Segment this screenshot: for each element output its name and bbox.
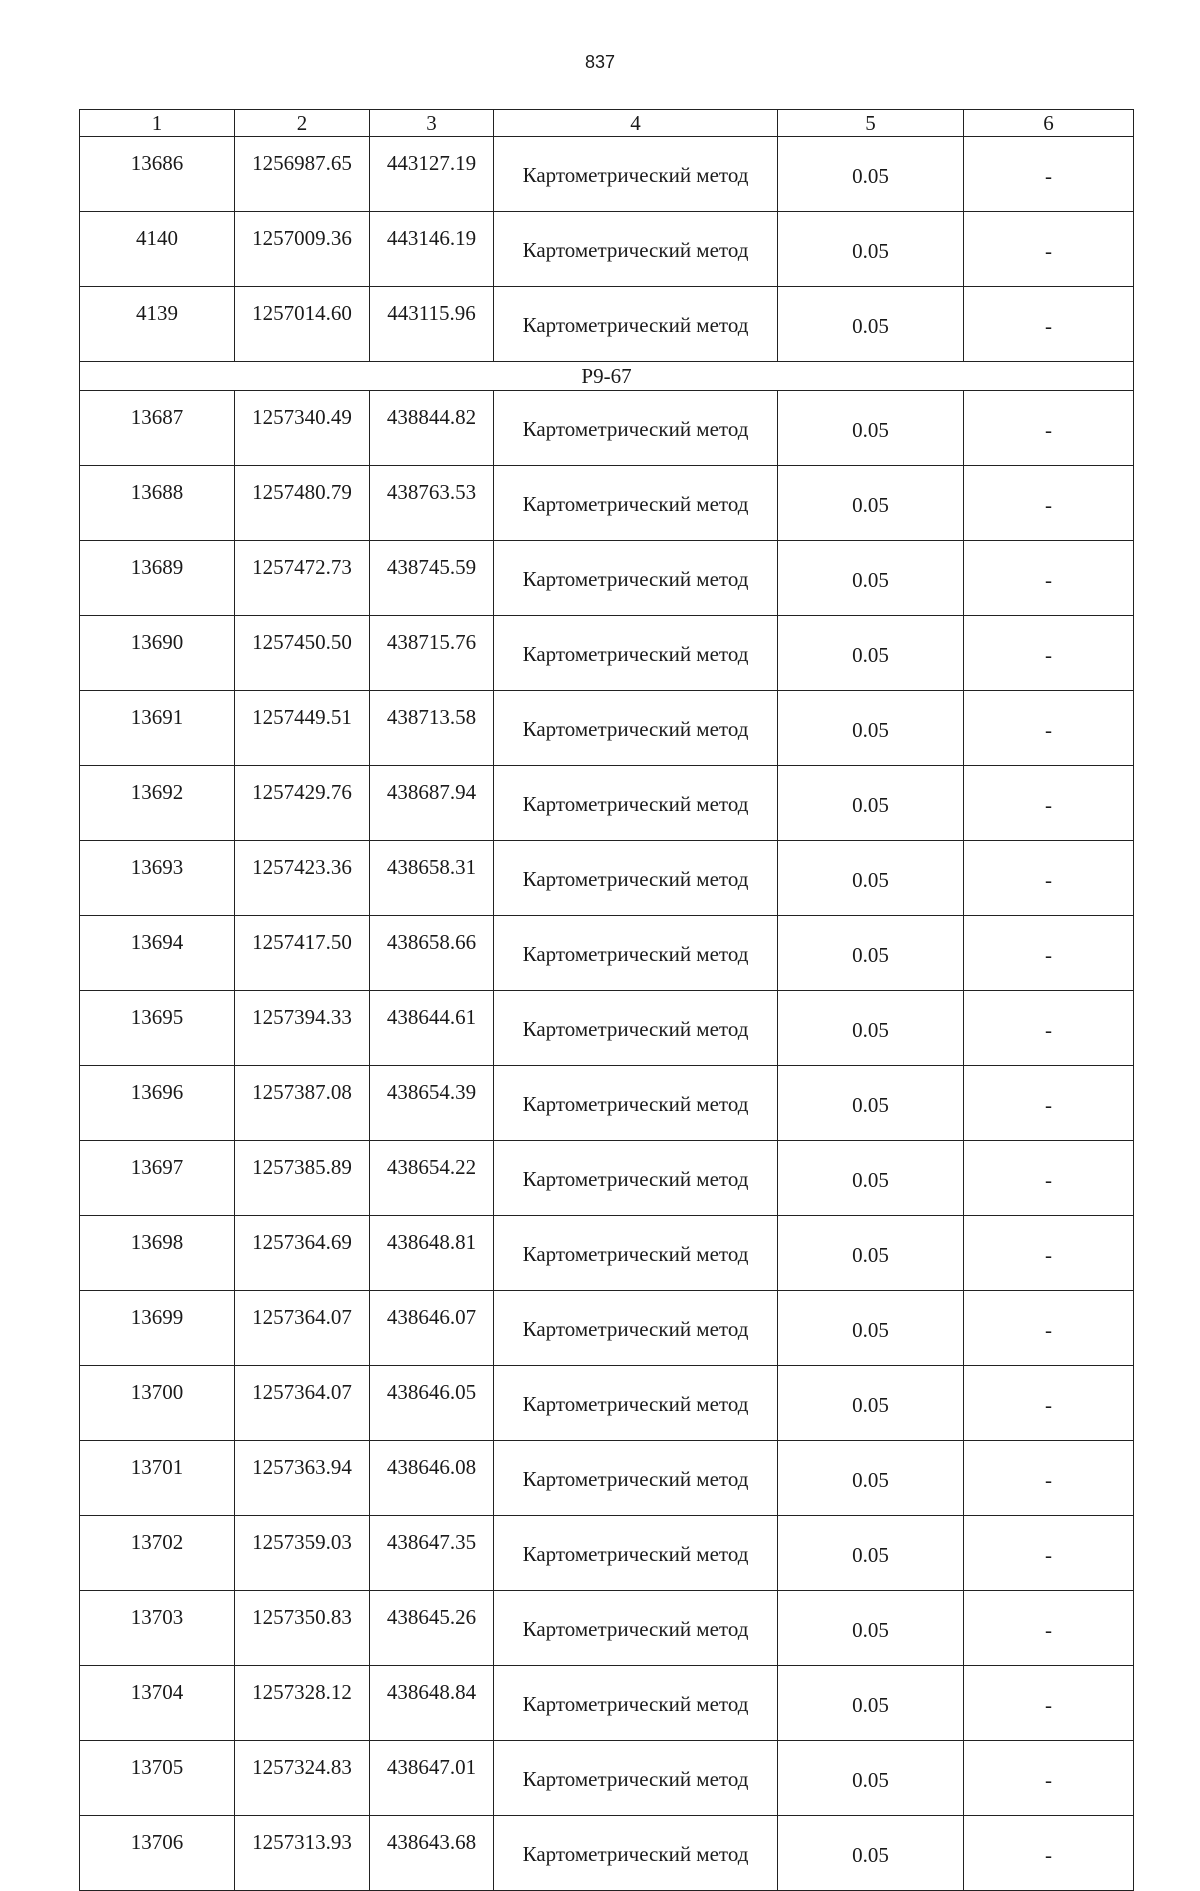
accuracy-cell: 0.05 [778,1141,964,1216]
point-number-cell: 4140 [80,212,235,287]
column-header: 6 [964,110,1134,137]
table-row [80,766,1134,841]
accuracy-cell: 0.05 [778,541,964,616]
method-cell: Картометрический метод [494,1366,778,1441]
note-cell: - [964,841,1134,916]
note-cell: - [964,1441,1134,1516]
y-coordinate-cell: 438646.05 [370,1366,494,1441]
y-coordinate-cell: 443115.96 [370,287,494,362]
point-number-cell: 13704 [80,1666,235,1741]
note-cell: - [964,287,1134,362]
table-row [80,466,1134,541]
accuracy-cell: 0.05 [778,691,964,766]
x-coordinate-cell: 1257328.12 [235,1666,370,1741]
column-header: 2 [235,110,370,137]
table-row [80,1666,1134,1741]
note-cell: - [964,916,1134,991]
method-cell: Картометрический метод [494,1816,778,1891]
point-number-cell: 13692 [80,766,235,841]
table-body [80,137,1134,1891]
method-cell: Картометрический метод [494,541,778,616]
note-cell: - [964,691,1134,766]
table-row [80,1066,1134,1141]
y-coordinate-cell: 443127.19 [370,137,494,212]
accuracy-cell: 0.05 [778,1741,964,1816]
x-coordinate-cell: 1257423.36 [235,841,370,916]
accuracy-cell: 0.05 [778,991,964,1066]
method-cell: Картометрический метод [494,916,778,991]
x-coordinate-cell: 1256987.65 [235,137,370,212]
note-cell: - [964,1141,1134,1216]
note-cell: - [964,1591,1134,1666]
x-coordinate-cell: 1257350.83 [235,1591,370,1666]
point-number-cell: 13694 [80,916,235,991]
table-row [80,1141,1134,1216]
page-number: 837 [584,52,616,72]
method-cell: Картометрический метод [494,1516,778,1591]
note-cell: - [964,1066,1134,1141]
accuracy-cell: 0.05 [778,1291,964,1366]
table-row [80,1216,1134,1291]
accuracy-cell: 0.05 [778,137,964,212]
point-number-cell: 13695 [80,991,235,1066]
y-coordinate-cell: 438844.82 [370,391,494,466]
accuracy-cell: 0.05 [778,1366,964,1441]
point-number-cell: 13687 [80,391,235,466]
y-coordinate-cell: 438647.35 [370,1516,494,1591]
x-coordinate-cell: 1257394.33 [235,991,370,1066]
method-cell: Картометрический метод [494,1216,778,1291]
accuracy-cell: 0.05 [778,391,964,466]
table-row [80,287,1134,362]
y-coordinate-cell: 438643.68 [370,1816,494,1891]
note-cell: - [964,766,1134,841]
y-coordinate-cell: 438687.94 [370,766,494,841]
table-row [80,1366,1134,1441]
y-coordinate-cell: 438763.53 [370,466,494,541]
x-coordinate-cell: 1257449.51 [235,691,370,766]
coordinates-table [79,109,1134,1891]
method-cell: Картометрический метод [494,1141,778,1216]
table-row [80,1591,1134,1666]
y-coordinate-cell: 438658.31 [370,841,494,916]
y-coordinate-cell: 438645.26 [370,1591,494,1666]
note-cell: - [964,466,1134,541]
accuracy-cell: 0.05 [778,1666,964,1741]
x-coordinate-cell: 1257009.36 [235,212,370,287]
accuracy-cell: 0.05 [778,916,964,991]
x-coordinate-cell: 1257324.83 [235,1741,370,1816]
table-header [80,110,1134,137]
y-coordinate-cell: 438654.22 [370,1141,494,1216]
method-cell: Картометрический метод [494,616,778,691]
x-coordinate-cell: 1257417.50 [235,916,370,991]
y-coordinate-cell: 438745.59 [370,541,494,616]
point-number-cell: 13705 [80,1741,235,1816]
column-header: 1 [80,110,235,137]
x-coordinate-cell: 1257385.89 [235,1141,370,1216]
method-cell: Картометрический метод [494,1066,778,1141]
section-row [80,362,1134,391]
note-cell: - [964,1666,1134,1741]
y-coordinate-cell: 438654.39 [370,1066,494,1141]
y-coordinate-cell: 438715.76 [370,616,494,691]
accuracy-cell: 0.05 [778,766,964,841]
accuracy-cell: 0.05 [778,1441,964,1516]
accuracy-cell: 0.05 [778,1066,964,1141]
x-coordinate-cell: 1257429.76 [235,766,370,841]
y-coordinate-cell: 438646.07 [370,1291,494,1366]
point-number-cell: 13686 [80,137,235,212]
note-cell: - [964,391,1134,466]
y-coordinate-cell: 438648.84 [370,1666,494,1741]
point-number-cell: 13702 [80,1516,235,1591]
y-coordinate-cell: 438647.01 [370,1741,494,1816]
x-coordinate-cell: 1257480.79 [235,466,370,541]
y-coordinate-cell: 438646.08 [370,1441,494,1516]
method-cell: Картометрический метод [494,137,778,212]
accuracy-cell: 0.05 [778,287,964,362]
point-number-cell: 13693 [80,841,235,916]
y-coordinate-cell: 438713.58 [370,691,494,766]
point-number-cell: 13690 [80,616,235,691]
point-number-cell: 13696 [80,1066,235,1141]
y-coordinate-cell: 438648.81 [370,1216,494,1291]
point-number-cell: 13689 [80,541,235,616]
method-cell: Картометрический метод [494,1441,778,1516]
table-row [80,212,1134,287]
method-cell: Картометрический метод [494,991,778,1066]
note-cell: - [964,212,1134,287]
accuracy-cell: 0.05 [778,212,964,287]
note-cell: - [964,1516,1134,1591]
table-row [80,616,1134,691]
table-row [80,1291,1134,1366]
method-cell: Картометрический метод [494,212,778,287]
x-coordinate-cell: 1257363.94 [235,1441,370,1516]
accuracy-cell: 0.05 [778,616,964,691]
table-row [80,1441,1134,1516]
column-header: 3 [370,110,494,137]
method-cell: Картометрический метод [494,1666,778,1741]
note-cell: - [964,991,1134,1066]
table-row [80,991,1134,1066]
method-cell: Картометрический метод [494,466,778,541]
x-coordinate-cell: 1257450.50 [235,616,370,691]
method-cell: Картометрический метод [494,391,778,466]
x-coordinate-cell: 1257364.69 [235,1216,370,1291]
header-row [80,110,1134,137]
x-coordinate-cell: 1257340.49 [235,391,370,466]
note-cell: - [964,1816,1134,1891]
method-cell: Картометрический метод [494,1591,778,1666]
x-coordinate-cell: 1257364.07 [235,1291,370,1366]
y-coordinate-cell: 438644.61 [370,991,494,1066]
point-number-cell: 13700 [80,1366,235,1441]
x-coordinate-cell: 1257014.60 [235,287,370,362]
point-number-cell: 13691 [80,691,235,766]
method-cell: Картометрический метод [494,1741,778,1816]
accuracy-cell: 0.05 [778,466,964,541]
point-number-cell: 13688 [80,466,235,541]
note-cell: - [964,1291,1134,1366]
table-row [80,541,1134,616]
accuracy-cell: 0.05 [778,1816,964,1891]
y-coordinate-cell: 438658.66 [370,916,494,991]
method-cell: Картометрический метод [494,1291,778,1366]
y-coordinate-cell: 443146.19 [370,212,494,287]
note-cell: - [964,137,1134,212]
point-number-cell: 13699 [80,1291,235,1366]
table-row [80,1741,1134,1816]
note-cell: - [964,1366,1134,1441]
table-row [80,691,1134,766]
column-header: 5 [778,110,964,137]
table-row [80,841,1134,916]
x-coordinate-cell: 1257387.08 [235,1066,370,1141]
point-number-cell: 4139 [80,287,235,362]
table-row [80,1816,1134,1891]
table-row [80,1516,1134,1591]
point-number-cell: 13703 [80,1591,235,1666]
accuracy-cell: 0.05 [778,1591,964,1666]
method-cell: Картометрический метод [494,766,778,841]
method-cell: Картометрический метод [494,287,778,362]
method-cell: Картометрический метод [494,841,778,916]
table-row [80,137,1134,212]
accuracy-cell: 0.05 [778,1516,964,1591]
point-number-cell: 13706 [80,1816,235,1891]
column-header: 4 [494,110,778,137]
section-title: Р9-67 [80,362,1134,391]
note-cell: - [964,1741,1134,1816]
x-coordinate-cell: 1257313.93 [235,1816,370,1891]
accuracy-cell: 0.05 [778,1216,964,1291]
note-cell: - [964,541,1134,616]
note-cell: - [964,616,1134,691]
x-coordinate-cell: 1257364.07 [235,1366,370,1441]
method-cell: Картометрический метод [494,691,778,766]
table-row [80,391,1134,466]
point-number-cell: 13698 [80,1216,235,1291]
table-row [80,916,1134,991]
point-number-cell: 13697 [80,1141,235,1216]
point-number-cell: 13701 [80,1441,235,1516]
note-cell: - [964,1216,1134,1291]
x-coordinate-cell: 1257359.03 [235,1516,370,1591]
x-coordinate-cell: 1257472.73 [235,541,370,616]
accuracy-cell: 0.05 [778,841,964,916]
